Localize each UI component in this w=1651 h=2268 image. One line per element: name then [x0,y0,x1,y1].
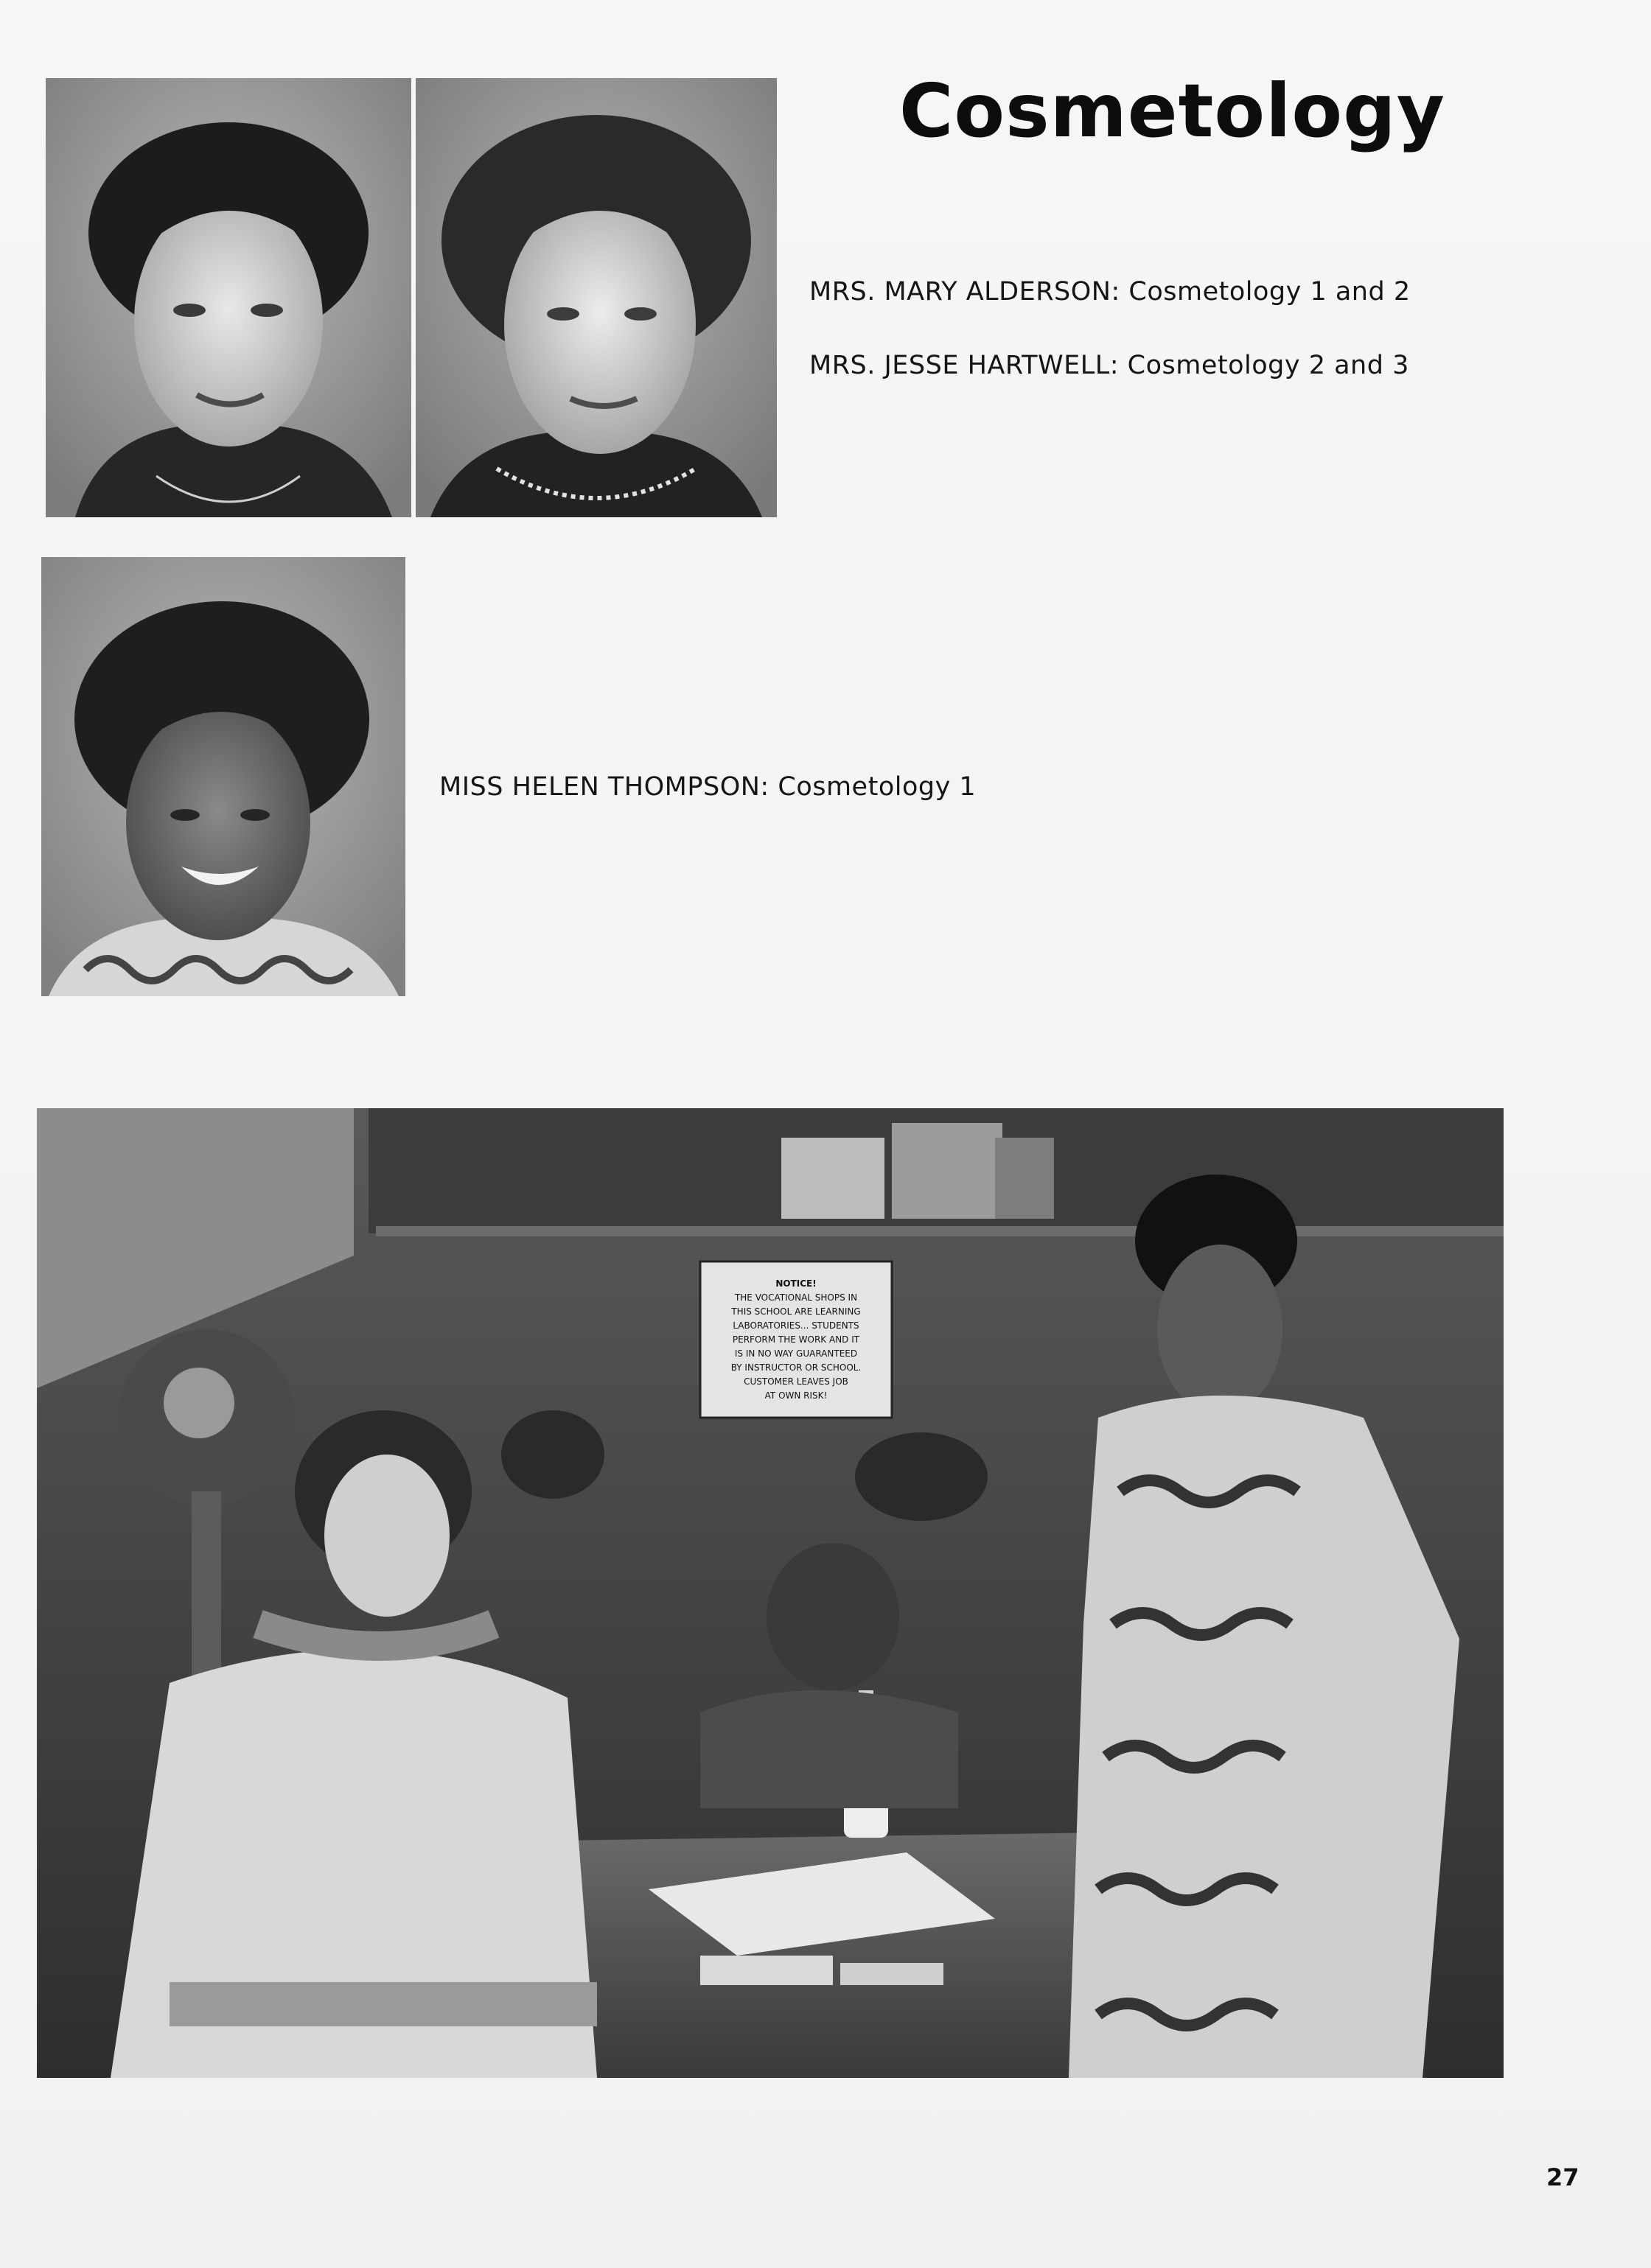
sign-line: CUSTOMER LEAVES JOB [744,1376,848,1387]
page-title: Cosmetology [899,68,1445,154]
portrait-helen-thompson [41,557,405,996]
classroom-photo [37,1108,1504,2078]
caption-mary-alderson [809,277,1411,307]
caption-subject: Cosmetology 1 and 2 [1128,277,1411,307]
sign-line: LABORATORIES... STUDENTS [733,1320,859,1331]
sign-line: IS IN NO WAY GUARANTEED [734,1348,858,1359]
sign-line: NOTICE! [775,1278,817,1289]
caption-subject: Cosmetology 2 and 3 [1127,351,1409,380]
notice-sign [704,1264,888,1415]
sign-line: THE VOCATIONAL SHOPS IN [734,1292,858,1303]
page-number: 27 [1546,2163,1580,2191]
portrait-jesse-hartwell [416,78,777,517]
portrait-mary-alderson [46,78,411,517]
sign-line: THIS SCHOOL ARE LEARNING [731,1306,861,1317]
sign-line: BY INSTRUCTOR OR SCHOOL. [730,1362,862,1373]
sign-line: PERFORM THE WORK AND IT [732,1334,860,1345]
caption-name: MISS HELEN THOMPSON: [439,772,769,802]
caption-subject: Cosmetology 1 [778,772,977,802]
caption-name: MRS. MARY ALDERSON: [809,277,1120,307]
caption-jesse-hartwell [809,351,1409,380]
sign-line: AT OWN RISK! [764,1390,828,1401]
caption-helen-thompson [439,772,976,802]
caption-name: MRS. JESSE HARTWELL: [809,351,1120,380]
